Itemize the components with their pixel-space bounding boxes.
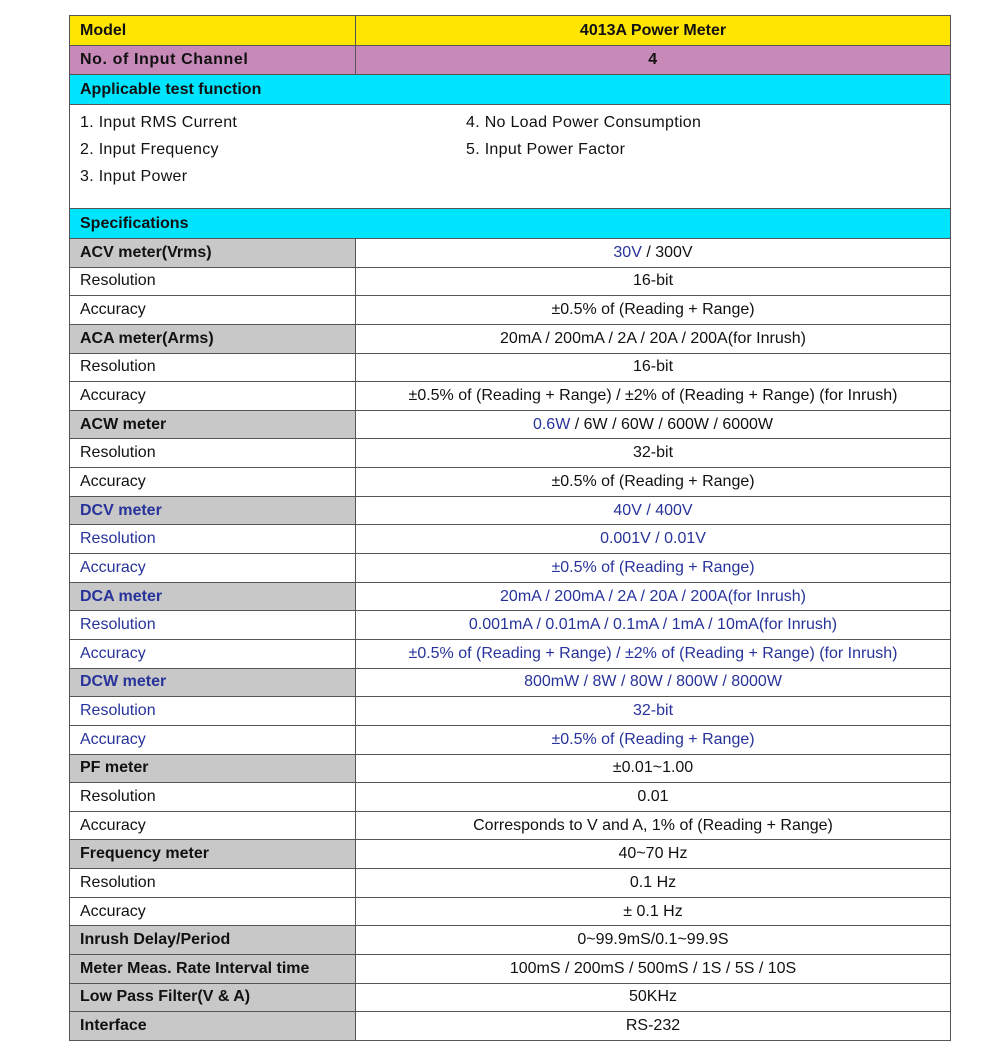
spec-value-part: ±0.01~1.00: [612, 759, 694, 777]
spec-value-part: 0.1 Hz: [629, 873, 677, 891]
model-value: 4013A Power Meter: [356, 16, 951, 46]
spec-value-part: 40~70 Hz: [618, 845, 688, 863]
spec-group-row: [70, 983, 951, 1012]
functions-column-1: [80, 111, 466, 192]
spec-value-part: 30V: [613, 243, 642, 261]
spec-detail-row: [70, 869, 951, 898]
spec-detail-row: [70, 267, 951, 296]
spec-label: Accuracy: [70, 811, 356, 840]
functions-header-row: [70, 75, 951, 105]
channel-value: 4: [356, 46, 951, 75]
spec-detail-row: [70, 611, 951, 640]
spec-value: [356, 897, 951, 926]
spec-value: [356, 382, 951, 411]
spec-label: Frequency meter: [70, 840, 356, 869]
spec-detail-row: [70, 525, 951, 554]
spec-label: Meter Meas. Rate Interval time: [70, 955, 356, 984]
spec-value: [356, 439, 951, 468]
spec-value: [356, 811, 951, 840]
spec-label: Accuracy: [70, 639, 356, 668]
spec-group-row: [70, 754, 951, 783]
spec-label: Resolution: [70, 267, 356, 296]
function-item: 3. Input Power: [80, 168, 188, 185]
spec-label: DCV meter: [70, 496, 356, 525]
spec-label: Accuracy: [70, 468, 356, 497]
spec-label: Resolution: [70, 783, 356, 812]
spec-value-part: 0.6W: [532, 415, 571, 433]
spec-label: Accuracy: [70, 296, 356, 325]
spec-value-part: 32-bit: [632, 444, 674, 462]
spec-group-row: [70, 582, 951, 611]
spec-detail-row: [70, 439, 951, 468]
spec-value-part: RS-232: [625, 1017, 681, 1035]
spec-detail-row: [70, 382, 951, 411]
spec-group-row: [70, 410, 951, 439]
spec-value-part: 800mW / 8W / 80W / 800W / 8000W: [524, 673, 782, 691]
functions-grid: [80, 111, 940, 192]
spec-value-part: Corresponds to V and A, 1% of (Reading + Range): [473, 816, 833, 834]
function-item: 5. Input Power Factor: [466, 141, 626, 158]
channel-label: No. of Input Channel: [70, 46, 356, 75]
spec-label: Accuracy: [70, 382, 356, 411]
function-item: 1. Input RMS Current: [80, 114, 238, 131]
spec-value: [356, 1012, 951, 1041]
specifications-title: Specifications: [70, 209, 951, 239]
spec-value: [356, 840, 951, 869]
spec-label: Resolution: [70, 869, 356, 898]
spec-value: [356, 267, 951, 296]
spec-group-row: [70, 239, 951, 268]
spec-group-row: [70, 1012, 951, 1041]
spec-label: ACV meter(Vrms): [70, 239, 356, 268]
spec-label: Low Pass Filter(V & A): [70, 983, 356, 1012]
spec-detail-row: [70, 554, 951, 583]
spec-label: DCA meter: [70, 582, 356, 611]
spec-detail-row: [70, 811, 951, 840]
spec-value: [356, 926, 951, 955]
spec-value: [356, 697, 951, 726]
spec-value: [356, 239, 951, 268]
spec-label: ACA meter(Arms): [70, 324, 356, 353]
spec-value: [356, 410, 951, 439]
spec-value: [356, 869, 951, 898]
spec-label: Inrush Delay/Period: [70, 926, 356, 955]
spec-value-part: 0.001mA / 0.01mA / 0.1mA / 1mA / 10mA(for Inrush): [468, 616, 838, 634]
spec-value-part: ±0.5% of (Reading + Range) / ±2% of (Reading + Range) (for Inrush): [408, 644, 898, 662]
spec-group-row: [70, 955, 951, 984]
spec-group-row: [70, 324, 951, 353]
spec-detail-row: [70, 783, 951, 812]
functions-title: Applicable test function: [70, 75, 951, 105]
spec-value-part: 16-bit: [632, 272, 674, 290]
spec-detail-row: [70, 897, 951, 926]
spec-label: PF meter: [70, 754, 356, 783]
spec-detail-row: [70, 697, 951, 726]
spec-detail-row: [70, 296, 951, 325]
spec-label: Resolution: [70, 353, 356, 382]
spec-value-part: ±0.5% of (Reading + Range) / ±2% of (Reading + Range) (for Inrush): [408, 387, 898, 405]
spec-value-part: ±0.5% of (Reading + Range): [551, 472, 755, 490]
spec-group-row: [70, 668, 951, 697]
spec-value: [356, 639, 951, 668]
spec-group-row: [70, 840, 951, 869]
functions-column-2: [466, 111, 852, 192]
spec-value-part: / 6W / 60W / 600W / 6000W: [570, 415, 774, 433]
spec-value-part: 16-bit: [632, 358, 674, 376]
spec-value: [356, 582, 951, 611]
spec-value-part: 32-bit: [632, 702, 674, 720]
spec-value: [356, 955, 951, 984]
functions-list-row: [70, 105, 951, 209]
spec-value-part: 20mA / 200mA / 2A / 20A / 200A(for Inrush): [500, 329, 806, 347]
channel-row: [70, 46, 951, 75]
spec-value-part: ±0.5% of (Reading + Range): [551, 301, 755, 319]
spec-detail-row: [70, 725, 951, 754]
spec-value-part: 40V / 400V: [613, 501, 693, 519]
spec-label: Resolution: [70, 525, 356, 554]
spec-label: Resolution: [70, 697, 356, 726]
spec-label: Accuracy: [70, 897, 356, 926]
spec-value-part: ±0.5% of (Reading + Range): [551, 558, 755, 576]
spec-value: [356, 783, 951, 812]
spec-value: [356, 496, 951, 525]
spec-value: [356, 554, 951, 583]
functions-list-cell: [70, 105, 951, 209]
specifications-header-row: [70, 209, 951, 239]
spec-value: [356, 324, 951, 353]
spec-value-part: 0~99.9mS/0.1~99.9S: [577, 931, 729, 949]
spec-value: [356, 296, 951, 325]
spec-group-row: [70, 496, 951, 525]
spec-value: [356, 754, 951, 783]
spec-value-part: 0.01: [637, 787, 669, 805]
spec-value-part: ± 0.1 Hz: [623, 902, 683, 920]
model-row: [70, 16, 951, 46]
spec-value: [356, 983, 951, 1012]
spec-label: ACW meter: [70, 410, 356, 439]
spec-detail-row: [70, 468, 951, 497]
spec-group-row: [70, 926, 951, 955]
spec-value-part: ±0.5% of (Reading + Range): [551, 730, 755, 748]
spec-value: [356, 525, 951, 554]
spec-detail-row: [70, 639, 951, 668]
spec-label: Accuracy: [70, 725, 356, 754]
model-label: Model: [70, 16, 356, 46]
spec-value-part: 0.001V / 0.01V: [600, 530, 706, 548]
spec-label: Resolution: [70, 611, 356, 640]
function-item: 2. Input Frequency: [80, 141, 219, 158]
spec-value: [356, 353, 951, 382]
spec-label: Interface: [70, 1012, 356, 1041]
spec-value-part: 20mA / 200mA / 2A / 20A / 200A(for Inrush): [500, 587, 806, 605]
spec-value-part: / 300V: [641, 243, 693, 261]
function-item: 4. No Load Power Consumption: [466, 114, 702, 131]
spec-table-body: [70, 16, 951, 1041]
spec-label: Resolution: [70, 439, 356, 468]
spec-table: [69, 15, 951, 1041]
spec-label: DCW meter: [70, 668, 356, 697]
spec-value-part: 100mS / 200mS / 500mS / 1S / 5S / 10S: [509, 959, 797, 977]
spec-label: Accuracy: [70, 554, 356, 583]
spec-value: [356, 468, 951, 497]
spec-value: [356, 725, 951, 754]
spec-value-part: 50KHz: [628, 988, 678, 1006]
spec-value: [356, 668, 951, 697]
spec-value: [356, 611, 951, 640]
spec-detail-row: [70, 353, 951, 382]
